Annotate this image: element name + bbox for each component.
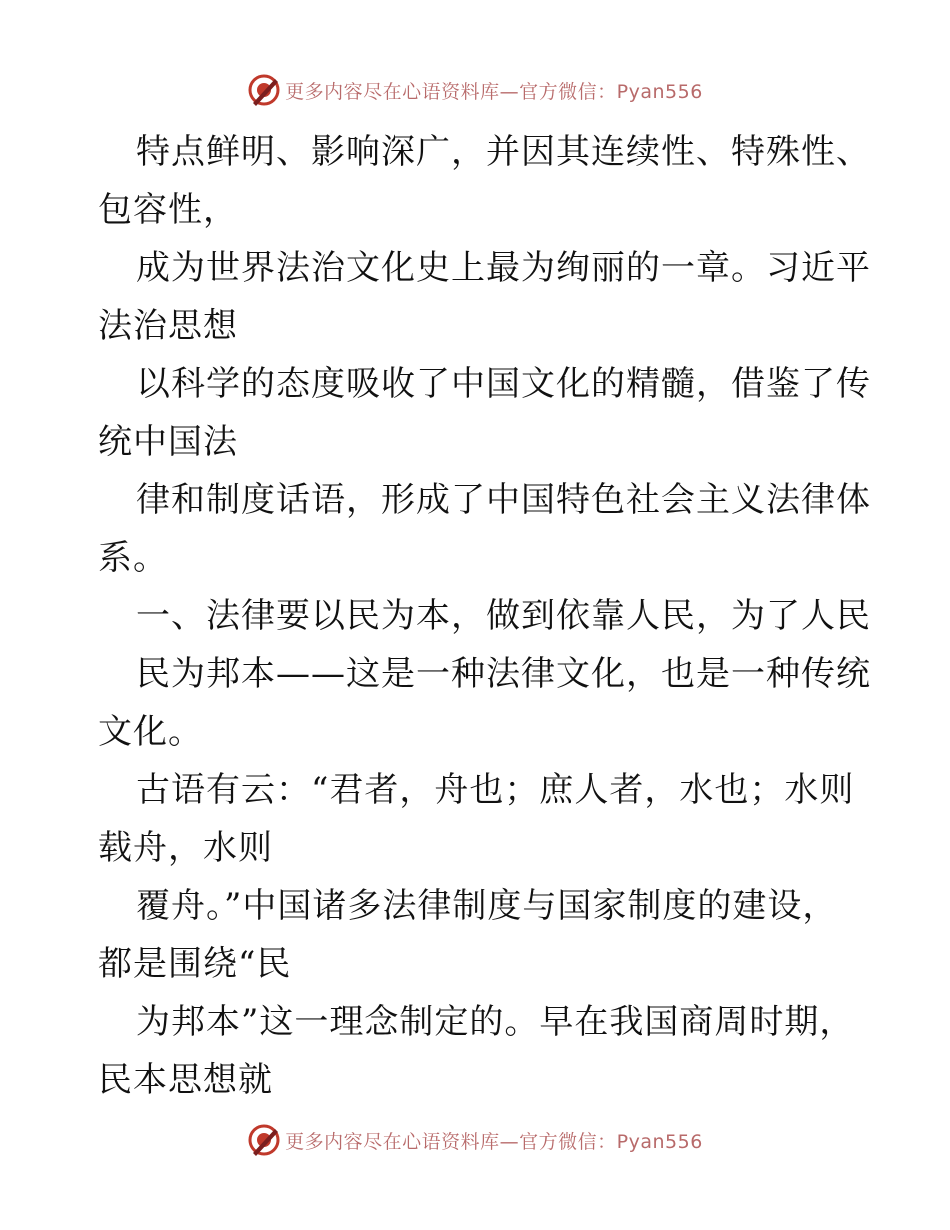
header-watermark-text: 更多内容尽在心语资料库—官方微信：Pyan556 (285, 80, 703, 103)
red-pen-seal-icon (247, 1123, 281, 1157)
red-pen-seal-icon (247, 73, 281, 107)
body-line: 律和制度话语，形成了中国特色社会主义法律体 (136, 480, 871, 520)
footer-watermark-text: 更多内容尽在心语资料库—官方微信：Pyan556 (285, 1130, 703, 1153)
body-line: 统中国法 (98, 422, 238, 462)
body-line: 文化。 (98, 712, 203, 752)
document-body (98, 123, 871, 1109)
body-line: 覆舟。”中国诸多法律制度与国家制度的建设， (136, 886, 838, 926)
body-line: 系。 (98, 538, 168, 578)
section-heading: 一、法律要以民为本，做到依靠人民，为了人民 (136, 596, 871, 636)
body-line: 古语有云：“君者，舟也；庶人者，水也；水则 (136, 770, 855, 810)
body-line: 民为邦本——这是一种法律文化，也是一种传统 (136, 654, 871, 694)
body-line: 为邦本”这一理念制定的。早在我国商周时期， (136, 1002, 855, 1042)
body-line: 载舟，水则 (98, 828, 273, 868)
body-line: 特点鲜明、影响深广，并因其连续性、特殊性、 (136, 132, 871, 172)
body-line: 法治思想 (98, 306, 238, 346)
page-header-watermark (0, 70, 950, 110)
body-line: 都是围绕“民 (98, 944, 292, 984)
body-line: 民本思想就 (98, 1060, 273, 1100)
body-line: 成为世界法治文化史上最为绚丽的一章。习近平 (136, 248, 871, 288)
page-footer-watermark (0, 1120, 950, 1160)
body-line: 包容性， (98, 190, 238, 230)
body-line: 以科学的态度吸收了中国文化的精髓，借鉴了传 (136, 364, 871, 404)
